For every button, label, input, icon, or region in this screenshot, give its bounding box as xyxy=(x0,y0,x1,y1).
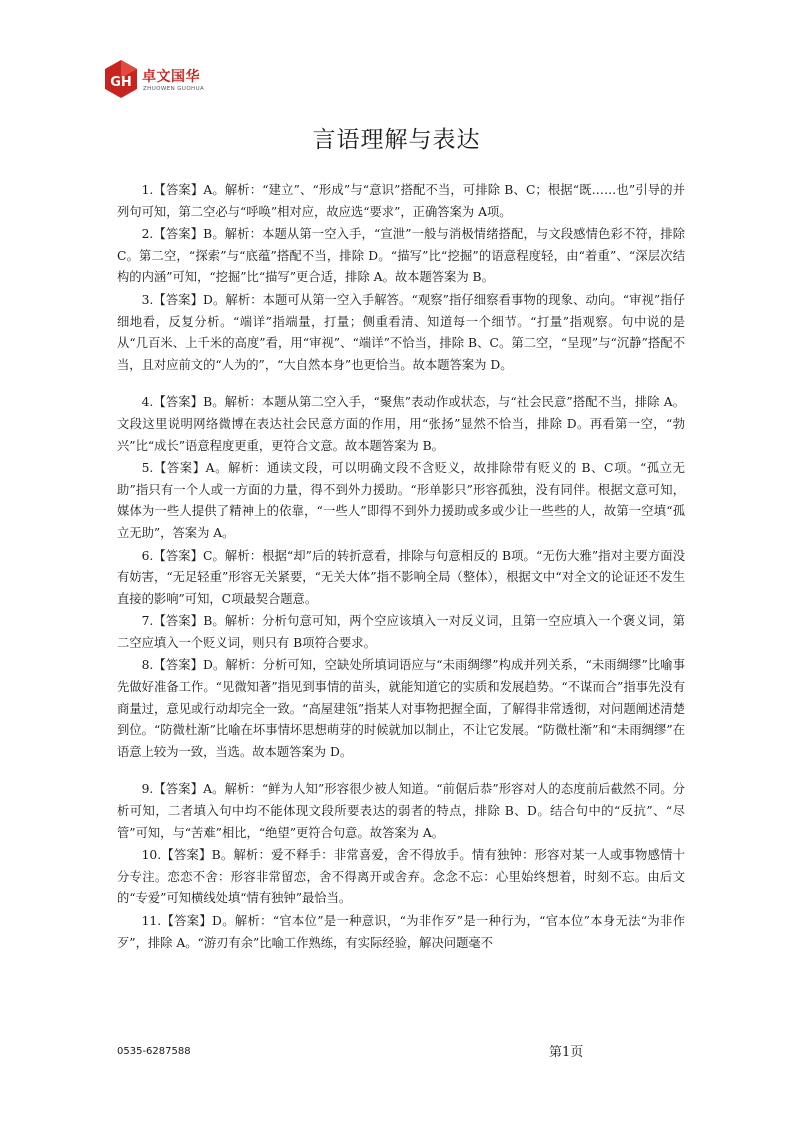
footer-phone: 0535-6287588 xyxy=(117,1046,191,1057)
answer-paragraph-1: 1.【答案】A。解析：“建立”、“形成”与“意识”搭配不当，可排除 B、C；根据“既……也”引导的并列句可知，第二空必与“呼唤”相对应，故应选“要求”，正确答案为 A项。 xyxy=(117,183,685,219)
answer-paragraph-8: 8.【答案】D。解析：分析可知，空缺处所填词语应与“未雨绸缪”构成并列关系，“未雨绸缪”比喻事先做好准备工作。“见微知著”指见到事情的苗头，就能知道它的实质和发展趋势。“不谋而合”指事先没有商量过，意见或行动却完全一致。“高屋建瓴”指某人对事物把握全面，了解得非常透彻，对问题阐述清楚到位。“防微杜渐”比喻在坏事情坏思想萌芽的时候就加以制止，不让它发展。“防微杜渐”和“未雨绸缪”在语意上较为一致，当选。故本题答案为 D。 xyxy=(117,658,685,759)
page-title: 言语理解与表达 xyxy=(312,127,481,153)
logo-brand-pinyin: ZHUOWEN GUOHUA xyxy=(143,86,205,92)
answer-paragraph-11: 11.【答案】D。解析：“官本位”是一种意识，“为非作歹”是一种行为，“官本位”本身无法“为非作歹”，排除 A。“游刃有余”比喻工作熟练，有实际经验，解决问题毫不 xyxy=(117,914,685,950)
answer-paragraph-3: 3.【答案】D。解析：本题可从第一空入手解答。“观察”指仔细察看事物的现象、动向。“审视”指仔细地看，反复分析。“端详”指端量，打量；侧重看清、知道每一个细节。“打量”指观察。句中说的是从“几百米、上千米的高度”看，用“审视”、“端详”不恰当，排除 B、C。第二空，“呈现”与“沉静”搭配不当，且对应前文的“人为的”，“大自然本身”也更恰当。故本题答案为 D。 xyxy=(117,292,685,372)
logo-brand-name: 卓文国华 xyxy=(142,69,200,85)
answer-paragraph-4: 4.【答案】B。解析：本题从第二空入手，“聚焦”表动作或状态，与“社会民意”搭配不当，排除 A。文段这里说明网络微博在表达社会民意方面的作用，用“张扬”显然不恰当，排除 D。再看第一空，“勃兴”比“成长”语意程度更重，更符合文意。故本题答案为 B。 xyxy=(117,395,685,453)
logo-mark-icon xyxy=(104,59,138,99)
answer-list xyxy=(117,180,685,955)
answer-paragraph-2: 2.【答案】B。解析：本题从第一空入手，“宣泄”一般与消极情绪搭配，与文段感情色彩不符，排除 C。第二空，“探索”与“底蕴”搭配不当，排除 D。“描写”比“挖掘”的语意程度轻，由“着重”、“深层次结构的内涵”可知，“挖掘”比“描写”更合适，排除 A。故本题答案为 B。 xyxy=(117,227,685,285)
answer-paragraph-9: 9.【答案】A。解析：“鲜为人知”形容很少被人知道。“前倨后恭”形容对人的态度前后截然不同。分析可知，二者填入句中均不能体现文段所要表达的弱者的特点，排除 B、D。结合句中的“反抗”、“尽管”可知，与“苦难”相比，“绝望”更符合句意。故答案为 A。 xyxy=(117,782,685,840)
footer-page-number: 第1页 xyxy=(549,1045,584,1060)
answer-paragraph-7: 7.【答案】B。解析：分析句意可知，两个空应该填入一对反义词，且第一空应填入一个褒义词，第二空应填入一个贬义词，则只有 B项符合要求。 xyxy=(117,614,685,650)
logo-mark-letters: GH xyxy=(110,75,132,90)
answer-paragraph-10: 10.【答案】B。解析：爱不释手：非常喜爱，舍不得放手。情有独钟：形容对某一人或事物感情十分专注。恋恋不舍：形容非常留恋，舍不得离开或舍弃。念念不忘：心里始终想着，时刻不忘。由后文的“专爱”可知横线处填“情有独钟”最恰当。 xyxy=(117,848,685,906)
company-logo xyxy=(104,59,214,101)
answer-paragraph-5: 5.【答案】A。解析：通读文段，可以明确文段不含贬义，故排除带有贬义的 B、C项。“孤立无助”指只有一个人或一方面的力量，得不到外力援助。“形单影只”形容孤独，没有同伴。根据文意可知，媒体为一些人提供了精神上的依靠，“一些人”即得不到外力援助或多或少让一些些的人，故第一空填“孤立无助”，答案为 A。 xyxy=(117,461,685,540)
answer-paragraph-6: 6.【答案】C。解析：根据“却”后的转折意看，排除与句意相反的 B项。“无伤大雅”指对主要方面没有妨害，“无足轻重”形容无关紧要，“无关大体”指不影响全局（整体），根据文中“对全文的论证还不发生直接的影响”可知，C项最契合题意。 xyxy=(117,548,685,606)
